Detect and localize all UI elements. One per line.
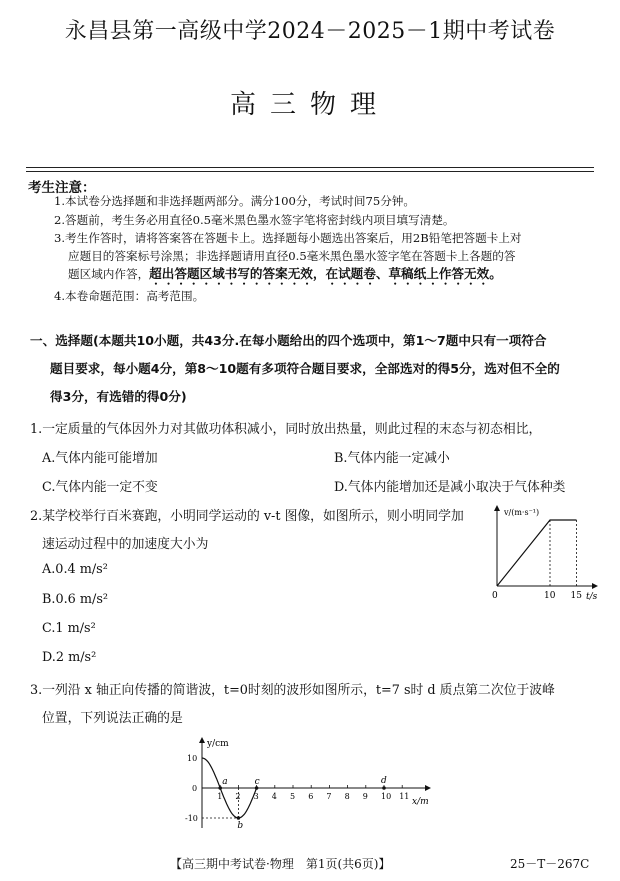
wave-xlabel: x/m [412, 797, 429, 807]
notice-item-3-line1: 3.考生作答时，请将答案答在答题卡上。选择题每小题选出答案后，用2B铅笔把答题卡上对 [54, 231, 522, 245]
q3-wave-chart [180, 734, 442, 834]
wave-xtick-label: 1 [217, 792, 223, 801]
vt-xtick-label: 10 [544, 591, 556, 601]
divider-top [26, 167, 594, 168]
wave-point-label-a: a [222, 777, 228, 787]
q2-option-d: D.2 m/s² [42, 650, 97, 665]
q1-option-c: C.气体内能一定不变 [42, 480, 158, 495]
section1-line1: 一、选择题(本题共10小题，共43分.在每小题给出的四个选项中，第1～7题中只有一项符合 [30, 333, 547, 348]
notice-item-4: 4.本卷命题范围：高考范围。 [54, 289, 205, 303]
footer-code: 25－T－267C [510, 857, 590, 871]
vt-series-line [497, 520, 577, 586]
q2-option-b: B.0.6 m/s² [42, 592, 109, 607]
q1-option-b: B.气体内能一定减小 [334, 451, 450, 466]
wave-point-b [237, 816, 241, 820]
wave-ytick-label: -10 [185, 814, 198, 823]
wave-xtick-label: 5 [290, 792, 296, 801]
vt-xlabel: t/s [586, 592, 598, 602]
wave-xtick-label: 6 [308, 792, 314, 801]
section1-line2: 题目要求，每小题4分，第8～10题有多项符合题目要求，全部选对的得5分，选对但不全的 [50, 361, 560, 376]
notice-item-3-line3 [68, 265, 502, 288]
notice-warning-text: 超出答题区域书写的答案无效，在试题卷、草稿纸上作答无效。 [149, 266, 502, 281]
wave-xtick-label: 7 [326, 792, 332, 801]
vt-xtick-label: 0 [492, 591, 498, 601]
wave-ylabel: y/cm [207, 739, 229, 749]
subject-title: 高三物理 [229, 90, 390, 120]
wave-xtick-label: 10 [381, 792, 392, 801]
section1-line3: 得3分，有选错的得0分) [50, 389, 187, 404]
wave-xtick-label: 2 [235, 792, 241, 801]
wave-point-label-b: b [237, 821, 244, 831]
notice-title: 考生注意： [28, 180, 96, 196]
wave-ytick-label: 10 [187, 754, 198, 763]
wave-point-d [382, 786, 386, 790]
q1-option-a: A.气体内能可能增加 [42, 451, 158, 466]
notice-dotted-text: 题区域内作答， [68, 267, 150, 281]
wave-marks [185, 754, 409, 831]
wave-xtick-label: 8 [344, 792, 350, 801]
q2-stem-line1: 2.某学校举行百米赛跑，小明同学运动的 v-t 图像，如图所示，则小明同学加 [30, 509, 464, 524]
wave-xtick-label: 9 [362, 792, 368, 801]
notice-item-3-line2: 应题目的答案标号涂黑；非选择题请用直径0.5毫米黑色墨水签字笔在答题卡上各题的答 [68, 249, 516, 263]
wave-ytick-label: 0 [192, 784, 198, 793]
notice-item-1: 1.本试卷分选择题和非选择题两部分。满分100分，考试时间75分钟。 [54, 194, 415, 208]
wave-xtick-label: 4 [271, 792, 277, 801]
wave-point-label-c: c [254, 777, 260, 787]
wave-point-label-d: d [381, 776, 387, 786]
q3-stem-line2: 位置，下列说法正确的是 [42, 711, 183, 726]
wave-xtick-label: 3 [253, 792, 259, 801]
divider-top-second [26, 171, 594, 172]
q2-vt-chart [488, 502, 600, 602]
vt-ylabel: v/(m·s⁻¹) [504, 508, 540, 517]
q2-option-c: C.1 m/s² [42, 621, 96, 636]
vt-xtick-label: 15 [570, 591, 582, 601]
school-exam-title: 永昌县第一高级中学2024－2025－1期中考试卷 [64, 19, 556, 44]
q1-option-d: D.气体内能增加还是减小取决于气体种类 [334, 480, 566, 495]
footer-page-info: 【高三期中考试卷·物理 第1页(共6页)】 [170, 857, 391, 871]
q2-option-a: A.0.4 m/s² [42, 562, 108, 577]
q1-stem: 1.一定质量的气体因外力对其做功体积减小，同时放出热量，则此过程的末态与初态相比， [30, 422, 542, 437]
vt-marks [492, 520, 582, 601]
q2-stem-line2: 速运动过程中的加速度大小为 [42, 537, 209, 552]
q3-stem-line1: 3.一列沿 x 轴正向传播的简谐波，t=0时刻的波形如图所示，t=7 s时 d 质点第二次位于波峰 [30, 683, 555, 698]
notice-item-2: 2.答题前，考生务必用直径0.5毫米黑色墨水签字笔将密封线内项目填写清楚。 [54, 213, 455, 227]
wave-xtick-label: 11 [399, 792, 410, 801]
